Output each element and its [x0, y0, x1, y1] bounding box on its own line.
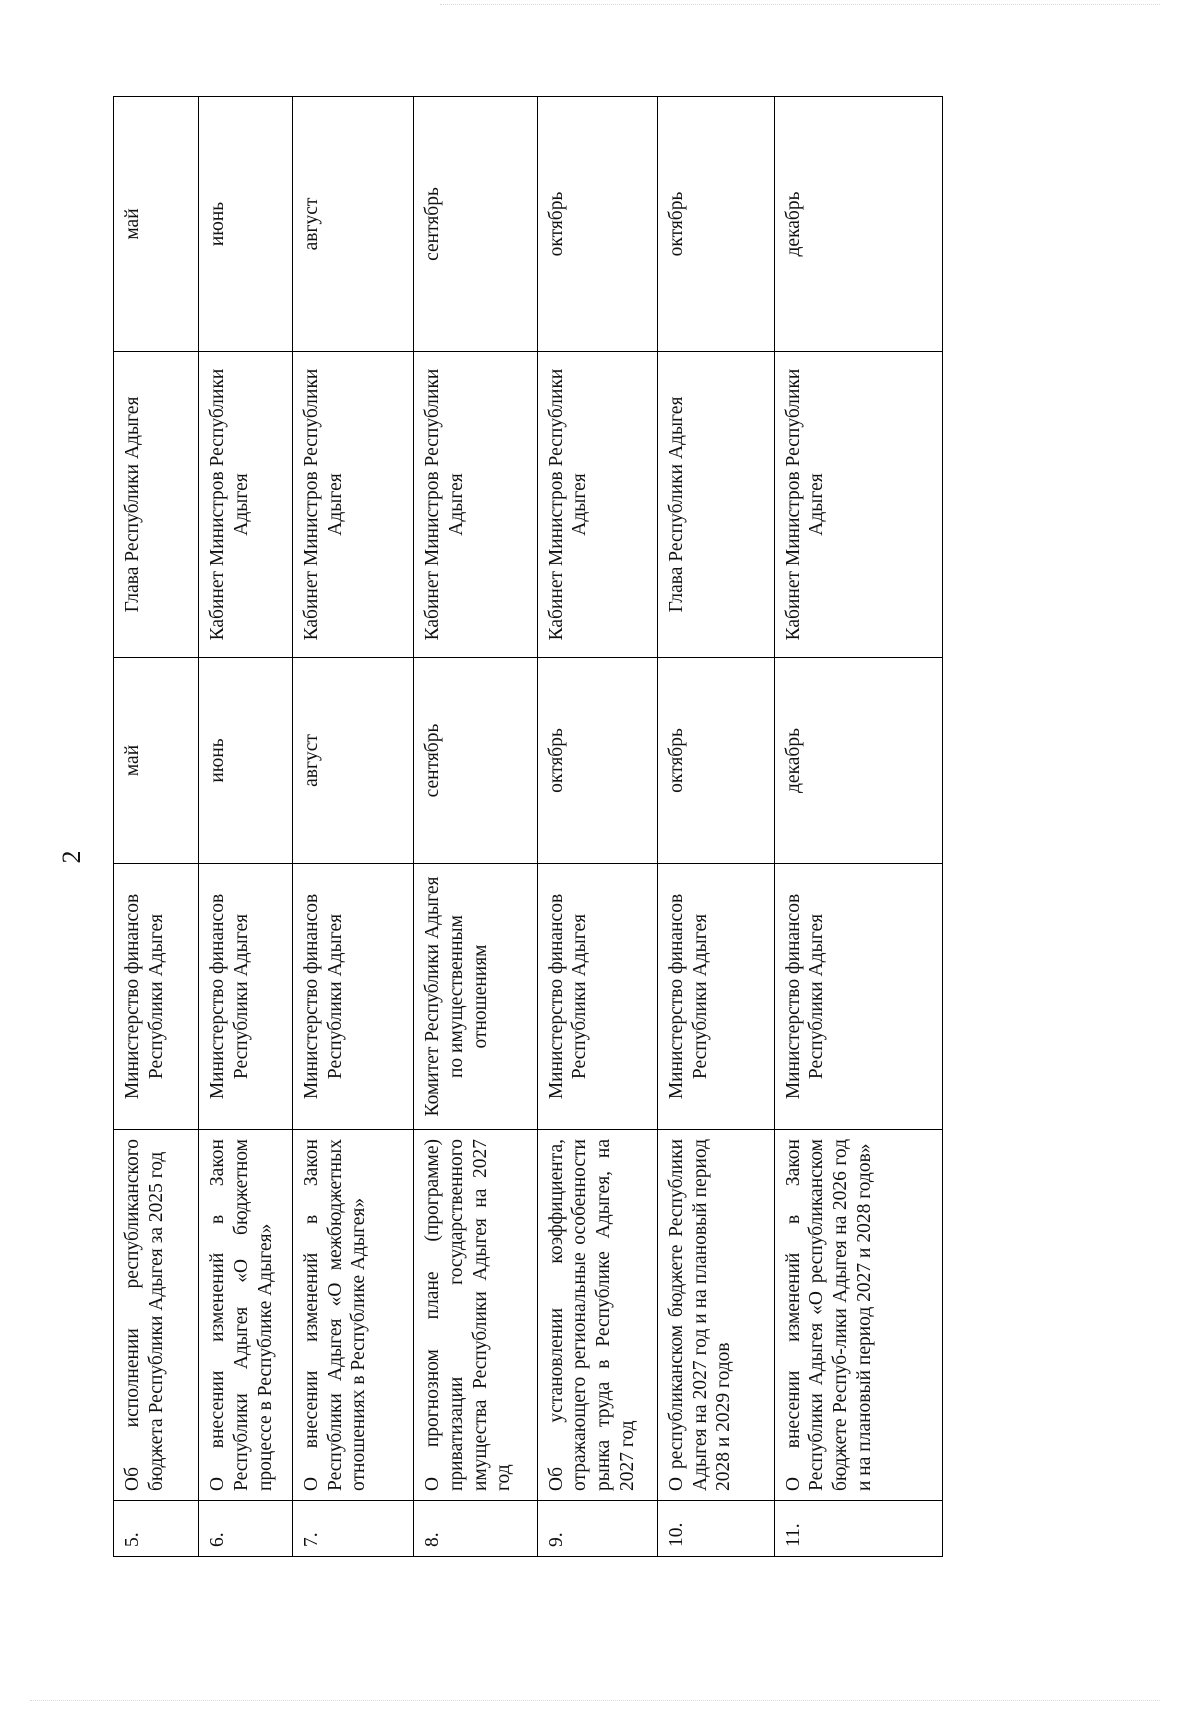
bill-plan-table [113, 96, 943, 1557]
bill-title: О внесении изменений в Закон Республики Адыгея «О межбюджетных отношениях в Республике Адыгея» [292, 1130, 413, 1501]
row-number: 9. [537, 1501, 657, 1557]
table-row [292, 97, 413, 1557]
bill-title: О республиканском бюджете Республики Адыгея на 2027 год и на плановый период 2028 и 2029 годов [657, 1130, 774, 1501]
responsible-body: Министерство финансов Республики Адыгея [292, 864, 413, 1130]
executor-body: Кабинет Министров Республики Адыгея [414, 352, 537, 658]
submission-term: декабрь [774, 658, 942, 864]
execution-term: сентябрь [414, 97, 537, 352]
executor-body: Глава Республики Адыгея [114, 352, 199, 658]
bill-title: О внесении изменений в Закон Республики Адыгея «О бюджетном процессе в Республике Адыгея» [199, 1130, 293, 1501]
row-number: 8. [414, 1501, 537, 1557]
bill-title: Об установлении коэффициента, отражающего региональные особенности рынка труда в Республике Адыгея, на 2027 год [537, 1130, 657, 1501]
bill-title: О прогнозном плане (программе) приватизации государственного имущества Республики Адыгея на 2027 год [414, 1130, 537, 1501]
submission-term: сентябрь [414, 658, 537, 864]
row-number: 10. [657, 1501, 774, 1557]
submission-term: май [114, 658, 199, 864]
responsible-body: Министерство финансов Республики Адыгея [774, 864, 942, 1130]
table-row [199, 97, 293, 1557]
execution-term: октябрь [537, 97, 657, 352]
submission-term: август [292, 658, 413, 864]
executor-body: Кабинет Министров Республики Адыгея [537, 352, 657, 658]
submission-term: октябрь [657, 658, 774, 864]
row-number: 7. [292, 1501, 413, 1557]
submission-term: июнь [199, 658, 293, 864]
row-number: 5. [114, 1501, 199, 1557]
executor-body: Кабинет Министров Республики Адыгея [774, 352, 942, 658]
bill-title: О внесении изменений в Закон Республики Адыгея «О республиканском бюджете Респуб-лики Адыгея на 2026 год и на плановый период 2027 и 2028 годов» [774, 1130, 942, 1501]
execution-term: июнь [199, 97, 293, 352]
row-number: 6. [199, 1501, 293, 1557]
page-number: 2 [57, 850, 86, 864]
bill-title: Об исполнении республиканского бюджета Республики Адыгея за 2025 год [114, 1130, 199, 1501]
table-container [113, 97, 943, 1557]
executor-body: Кабинет Министров Республики Адыгея [199, 352, 293, 658]
scan-artifact-top [440, 4, 1160, 11]
submission-term: октябрь [537, 658, 657, 864]
responsible-body: Министерство финансов Республики Адыгея [657, 864, 774, 1130]
table-row [774, 97, 942, 1557]
executor-body: Кабинет Министров Республики Адыгея [292, 352, 413, 658]
responsible-body: Министерство финансов Республики Адыгея [199, 864, 293, 1130]
execution-term: декабрь [774, 97, 942, 352]
row-number: 11. [774, 1501, 942, 1557]
table-row [114, 97, 199, 1557]
responsible-body: Министерство финансов Республики Адыгея [537, 864, 657, 1130]
table-row [537, 97, 657, 1557]
table-row [414, 97, 537, 1557]
table-row [657, 97, 774, 1557]
execution-term: октябрь [657, 97, 774, 352]
responsible-body: Комитет Республики Адыгея по имущественным отношениям [414, 864, 537, 1130]
execution-term: май [114, 97, 199, 352]
scan-artifact-bottom [30, 1700, 1160, 1705]
executor-body: Глава Республики Адыгея [657, 352, 774, 658]
execution-term: август [292, 97, 413, 352]
responsible-body: Министерство финансов Республики Адыгея [114, 864, 199, 1130]
